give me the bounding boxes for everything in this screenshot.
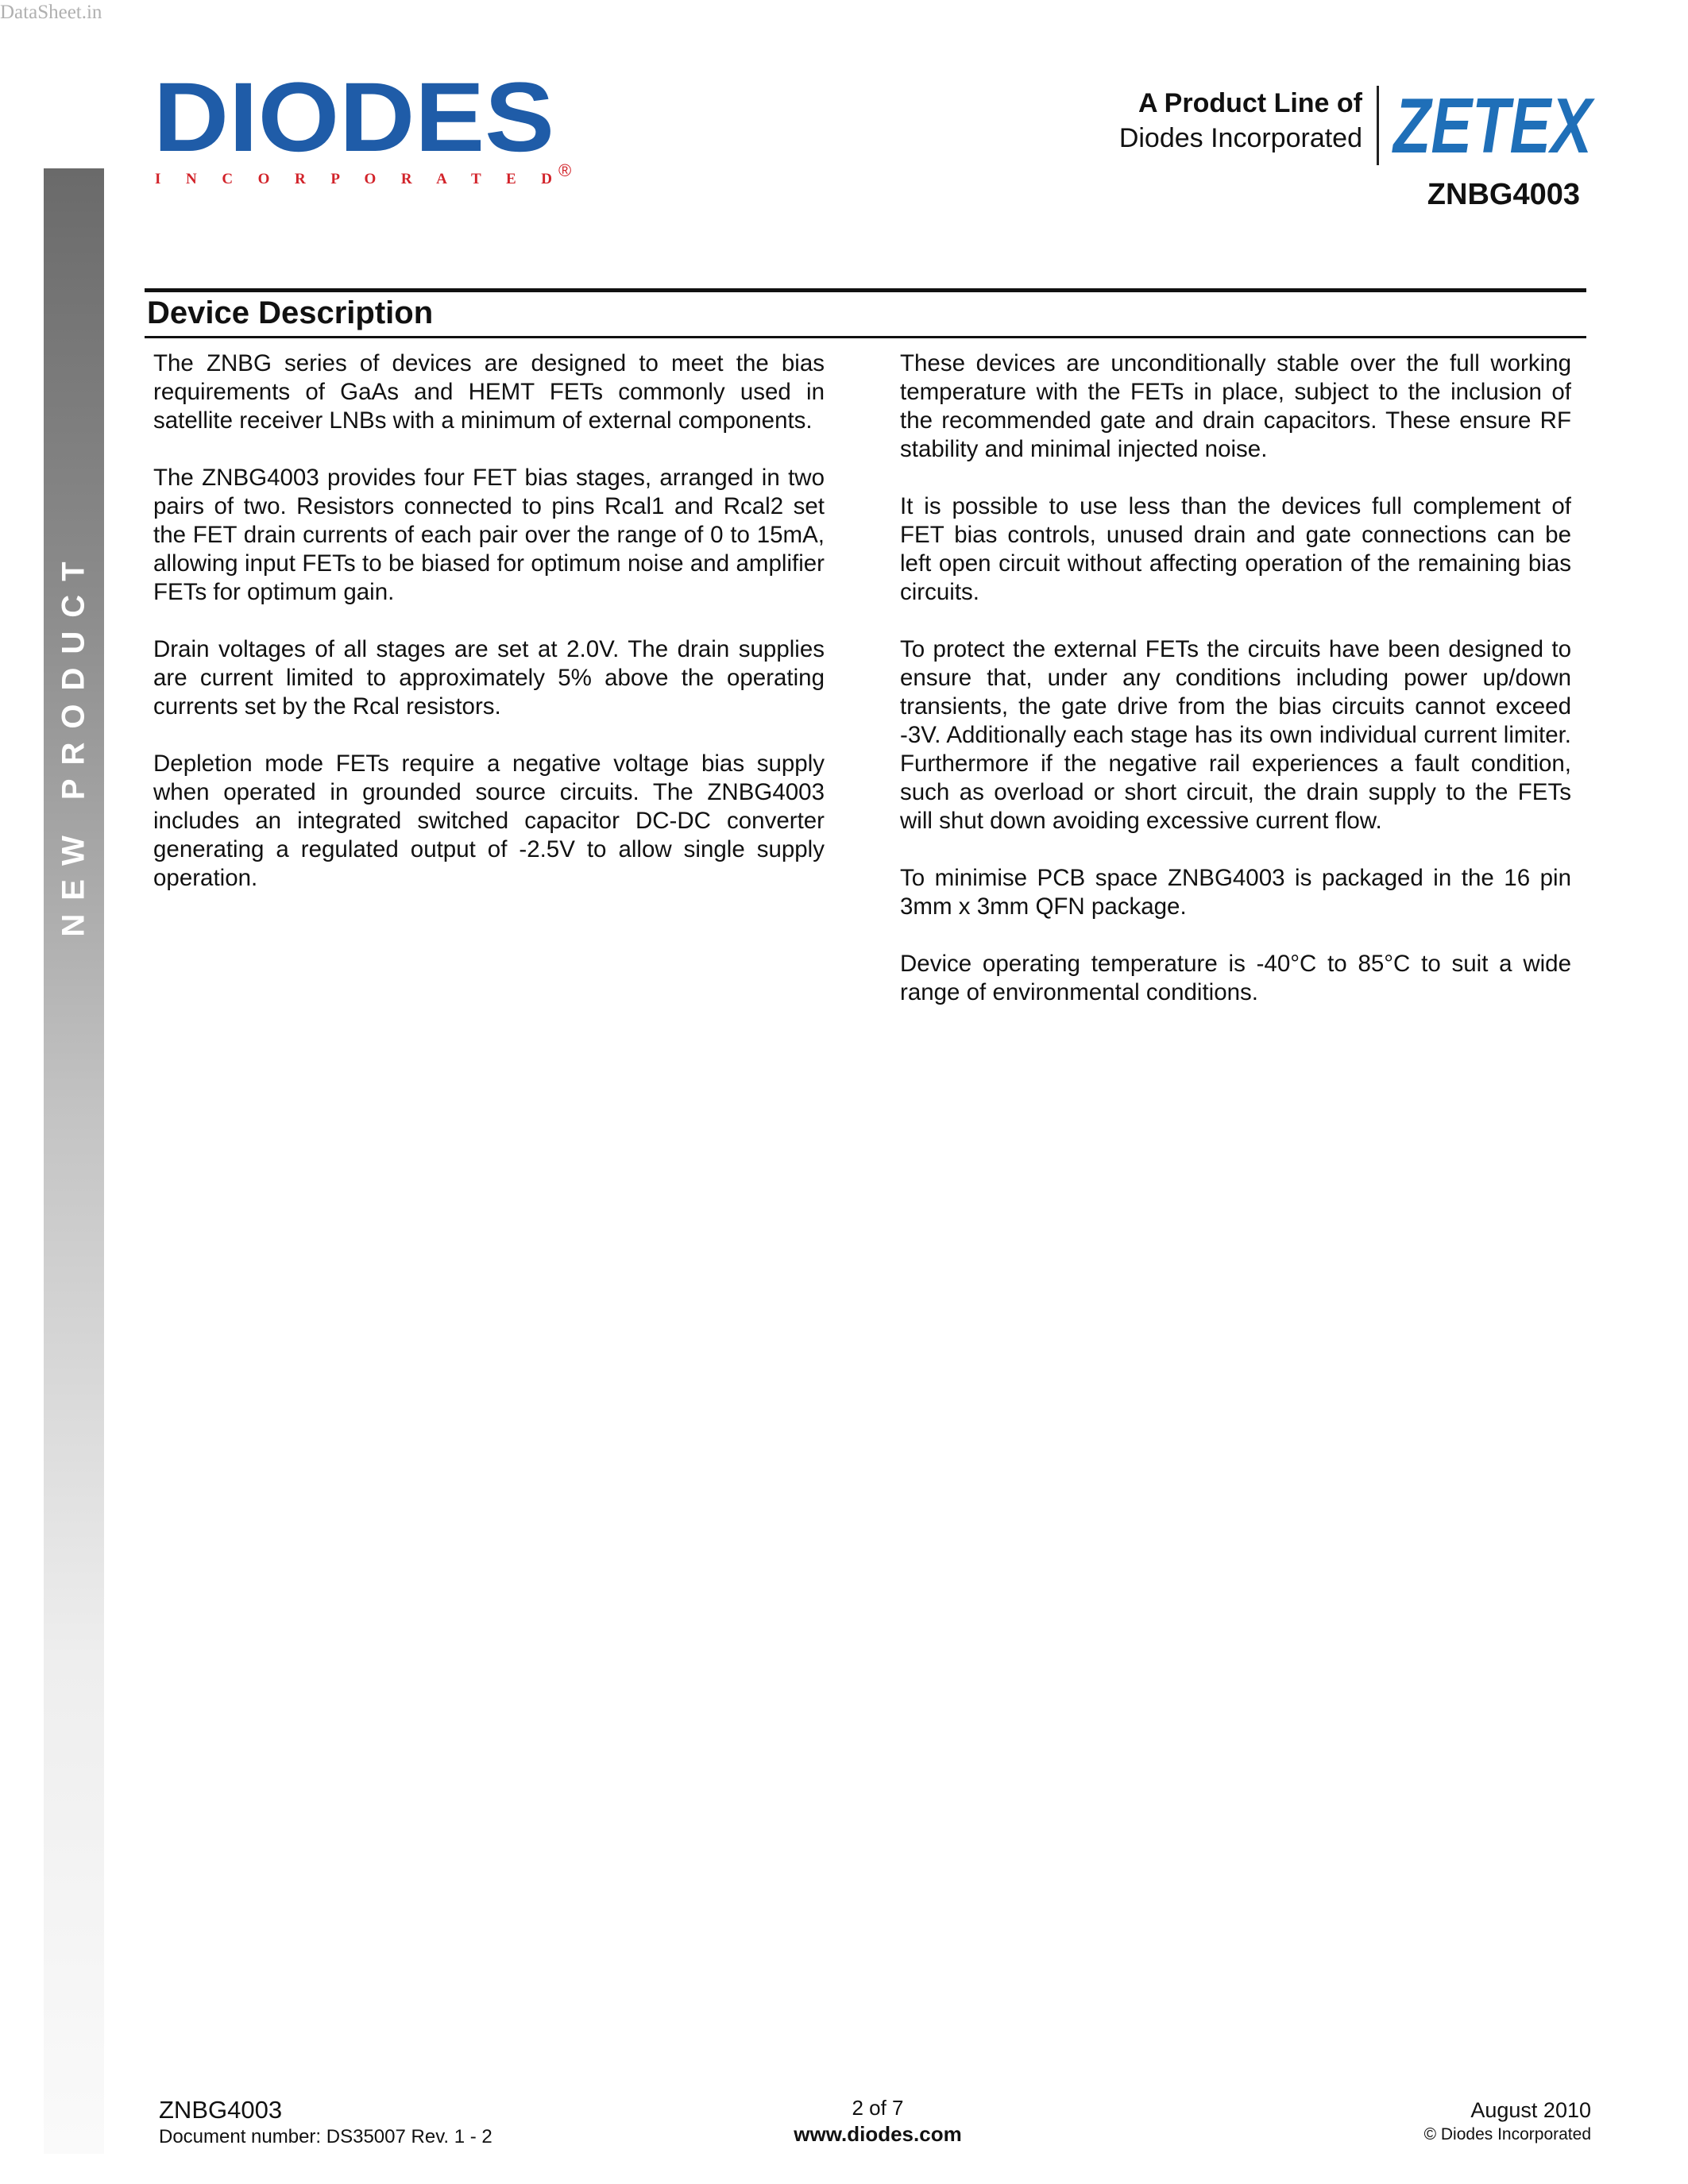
- paragraph: The ZNBG series of devices are designed to meet the bias requirements of GaAs and HEMT FETs commonly used in satellite receiver LNBs with a minimum of external components.: [153, 350, 825, 434]
- section-rule-top: [145, 288, 1586, 292]
- product-line-company: Diodes Incorporated: [1118, 123, 1362, 153]
- sidebar-label: NEW PRODUCT: [56, 548, 91, 937]
- logo-subtitle: I N C O R P O R A T E D: [155, 171, 552, 187]
- paragraph: To protect the external FETs the circuits have been designed to ensure that, under any conditions including power up/down transients, the gate drive from the bias circuits cannot exceed -3V. Additionally each stage has its own individual current limiter. Furthermore if the negative rail experiences a fault condition, such as overload or short circuit, the drain supply to the FETs will shut down avoiding excessive current flow.: [900, 636, 1571, 834]
- header-product-line: [1118, 82, 1599, 173]
- paragraph: To minimise PCB space ZNBG4003 is packaged in the 16 pin 3mm x 3mm QFN package.: [900, 865, 1571, 920]
- footer-right: [1424, 2097, 1591, 2146]
- footer-date: August 2010: [1470, 2098, 1591, 2122]
- section-rule-bottom: [145, 336, 1586, 338]
- footer-center: [794, 2095, 961, 2147]
- paragraph: Depletion mode FETs require a negative voltage bias supply when operated in grounded source circuits. The ZNBG4003 includes an integrated switched capacitor DC-DC converter generating a regulated output of -2.5V to allow single supply operation.: [153, 751, 825, 891]
- paragraph: The ZNBG4003 provides four FET bias stages, arranged in two pairs of two. Resistors connected to pins Rcal1 and Rcal2 set the FET drain currents of each pair over the range of 0 to 15mA, allowing input FETs to be biased for optimum noise and amplifier FETs for optimum gain.: [153, 465, 825, 605]
- left-column: [153, 349, 825, 921]
- zetex-logo: [1389, 82, 1599, 169]
- page-number: 2 of 7: [852, 2096, 904, 2120]
- zetex-logo-text: ZETEX: [1391, 82, 1596, 169]
- website-link[interactable]: www.diodes.com: [794, 2122, 962, 2146]
- sidebar-banner: [44, 168, 104, 2154]
- paragraph: It is possible to use less than the devices full complement of FET bias controls, unused drain and gate connections can be left open circuit without affecting operation of the remaining bias circuits.: [900, 493, 1571, 605]
- footer-copyright: © Diodes Incorporated: [1423, 2125, 1591, 2143]
- paragraph: Drain voltages of all stages are set at 2.0V. The drain supplies are current limited to approximately 5% above the operating currents set by the Rcal resistors.: [153, 636, 825, 720]
- right-column: [900, 349, 1571, 1036]
- paragraph: These devices are unconditionally stable over the full working temperature with the FETs in place, subject to the inclusion of the recommended gate and drain capacitors. These ensure RF stability and minimal injected noise.: [900, 350, 1571, 462]
- product-line-title: A Product Line of: [1138, 88, 1362, 118]
- header-divider: [1377, 86, 1379, 165]
- section-title: Device Description: [147, 295, 434, 330]
- product-line-text: [1119, 86, 1377, 156]
- registered-mark: ®: [558, 160, 572, 180]
- watermark: DataSheet.in: [0, 2, 102, 23]
- footer-document-number: Document number: DS35007 Rev. 1 - 2: [159, 2126, 492, 2147]
- paragraph: Device operating temperature is -40°C to 85°C to suit a wide range of environmental conditions.: [900, 951, 1571, 1005]
- footer-part-number: ZNBG4003: [159, 2096, 283, 2124]
- zetex-logo-graphic: [1389, 82, 1599, 169]
- diodes-logo: [153, 63, 582, 201]
- logo-name: DIODES: [153, 63, 554, 172]
- header-part-number: ZNBG4003: [1427, 178, 1580, 211]
- footer-left: [159, 2095, 492, 2149]
- diodes-logo-graphic: [153, 63, 582, 197]
